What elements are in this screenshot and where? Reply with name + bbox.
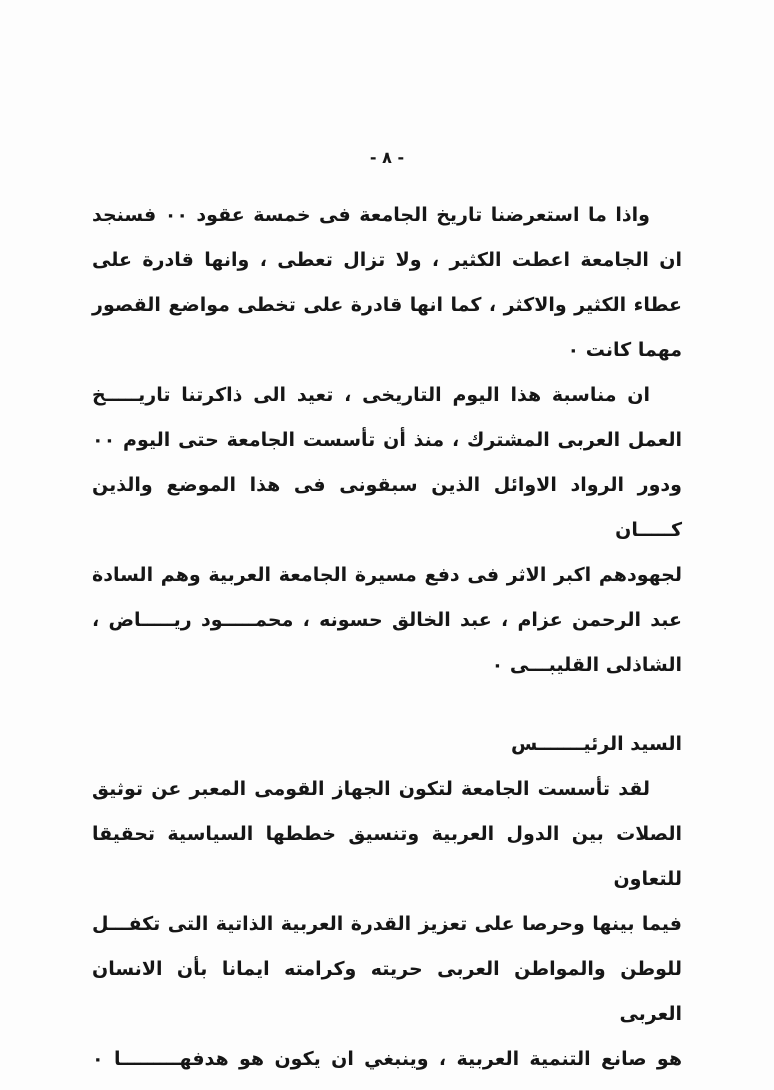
text-line: لجهودهم اكبر الاثر فى دفع مسيرة الجامعة العربية وهم السادة (92, 564, 682, 586)
text-line: العمل العربى المشترك ، منذ أن تأسست الجامعة حتى اليوم ٠٠ (92, 429, 682, 451)
paragraph-league-founding (92, 767, 682, 1082)
text-line: الصلات بين الدول العربية وتنسيق خططها السياسية تحقيقا للتعاون (92, 823, 682, 890)
text-line: مهما كانت ٠ (567, 339, 682, 361)
text-line: عبد الرحمن عزام ، عبد الخالق حسونه ، محمـــــود ريـــــاض ، (92, 609, 682, 631)
paragraph-league-review (92, 193, 682, 373)
text-line: ان الجامعة اعطت الكثير ، ولا تزال تعطى ، وانها قادرة على (92, 249, 682, 271)
text-line: فيما بينها وحرصا على تعزيز القدرة العربية الذاتية التى تكفـــل (92, 913, 682, 935)
page-content (92, 193, 682, 1082)
text-line: واذا ما استعرضنا تاريخ الجامعة فى خمسة عقود ٠٠ فسنجد (92, 204, 650, 226)
text-line: ان مناسبة هذا اليوم التاريخى ، تعيد الى ذاكرتنا تاريـــــخ (92, 384, 650, 406)
section-heading-mr-president: السيد الرئيـــــــس (511, 733, 682, 755)
text-line: عطاء الكثير والاكثر ، كما انها قادرة على تخطى مواضع القصور (92, 294, 682, 316)
text-line: لقد تأسست الجامعة لتكون الجهاز القومى المعبر عن توثيق (92, 778, 650, 800)
paragraph-historic-day (92, 373, 682, 688)
text-line: ودور الرواد الاوائل الذين سبقونى فى هذا الموضع والذين كـــــان (92, 474, 682, 541)
text-line: هو صانع التنمية العربية ، وينبغي ان يكون هو هدفهـــــــــا ٠ (92, 1048, 682, 1070)
text-line: للوطن والمواطن العربى حريته وكرامته ايمانا بأن الانسان العربى (92, 958, 682, 1025)
text-line: الشاذلى القليبـــى ٠ (491, 654, 682, 676)
page-number: - ٨ - (369, 148, 405, 167)
